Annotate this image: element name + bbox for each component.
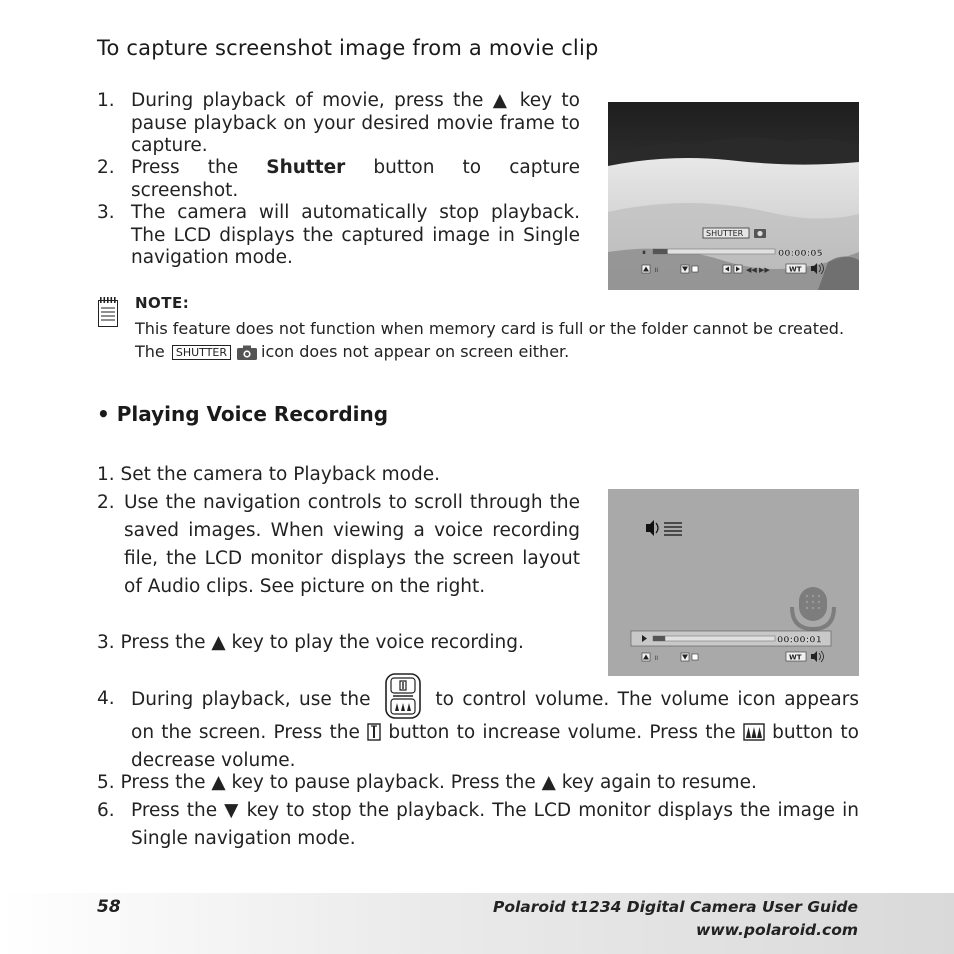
progress-fill (653, 249, 668, 254)
voice-playback-lcd (608, 489, 859, 676)
up-key-icon (642, 265, 650, 273)
down-key-icon (681, 653, 689, 661)
camera-icon (237, 345, 257, 360)
page-heading: To capture screenshot image from a movie clip (97, 36, 599, 60)
down-key-icon: ▼ (224, 800, 240, 821)
wt-label: WT (789, 265, 802, 274)
guide-title: Polaroid t1234 Digital Camera User Guide (492, 898, 858, 916)
wide-angle-icon (743, 723, 765, 741)
footer-title (493, 896, 858, 942)
up-key-icon: ▲ (211, 772, 226, 793)
pause-icon: ⏸ (642, 248, 646, 257)
shutter-label: SHUTTER (706, 229, 744, 238)
zoom-rocker-icon (385, 673, 421, 719)
down-key-icon (681, 265, 689, 273)
stop-icon (692, 266, 698, 272)
up-key-icon (642, 653, 650, 661)
voice-step-1: 1. Set the camera to Playback mode. (97, 464, 441, 485)
movie-playback-lcd (608, 102, 859, 290)
playback-time: 00:00:01 (777, 635, 822, 646)
progress-fill (653, 636, 665, 641)
rewind-forward-icon: ◀◀ ▶▶ (746, 266, 770, 274)
up-key-icon: ▲ (211, 632, 226, 653)
playback-time: 00:00:05 (778, 249, 823, 259)
section-title: • Playing Voice Recording (97, 402, 389, 426)
note-title: NOTE: (135, 294, 190, 312)
voice-step-3: 3. Press the ▲ key to play the voice recording. (97, 632, 524, 653)
note-text: This feature does not function when memory card is full or the folder cannot be created. The SHUTTER icon does not appear on screen either. (135, 319, 845, 361)
pause-small-icon: ॥ (654, 654, 659, 662)
pause-small-icon: ॥ (654, 266, 659, 274)
progress-track (653, 249, 775, 254)
up-key-icon: ▲ (492, 90, 511, 111)
note-icon (98, 297, 118, 327)
page-number: 58 (97, 897, 121, 917)
website-url: www.polaroid.com (696, 921, 858, 939)
camera-icon (754, 229, 766, 238)
wt-label: WT (789, 653, 802, 662)
stop-icon (692, 654, 698, 660)
progress-track (653, 636, 775, 641)
telephoto-icon (367, 723, 381, 741)
shutter-label-inline: SHUTTER (172, 345, 231, 360)
up-key-icon: ▲ (541, 772, 556, 793)
voice-step-5: 5. Press the ▲ key to pause playback. Press the ▲ key again to resume. (97, 772, 757, 793)
